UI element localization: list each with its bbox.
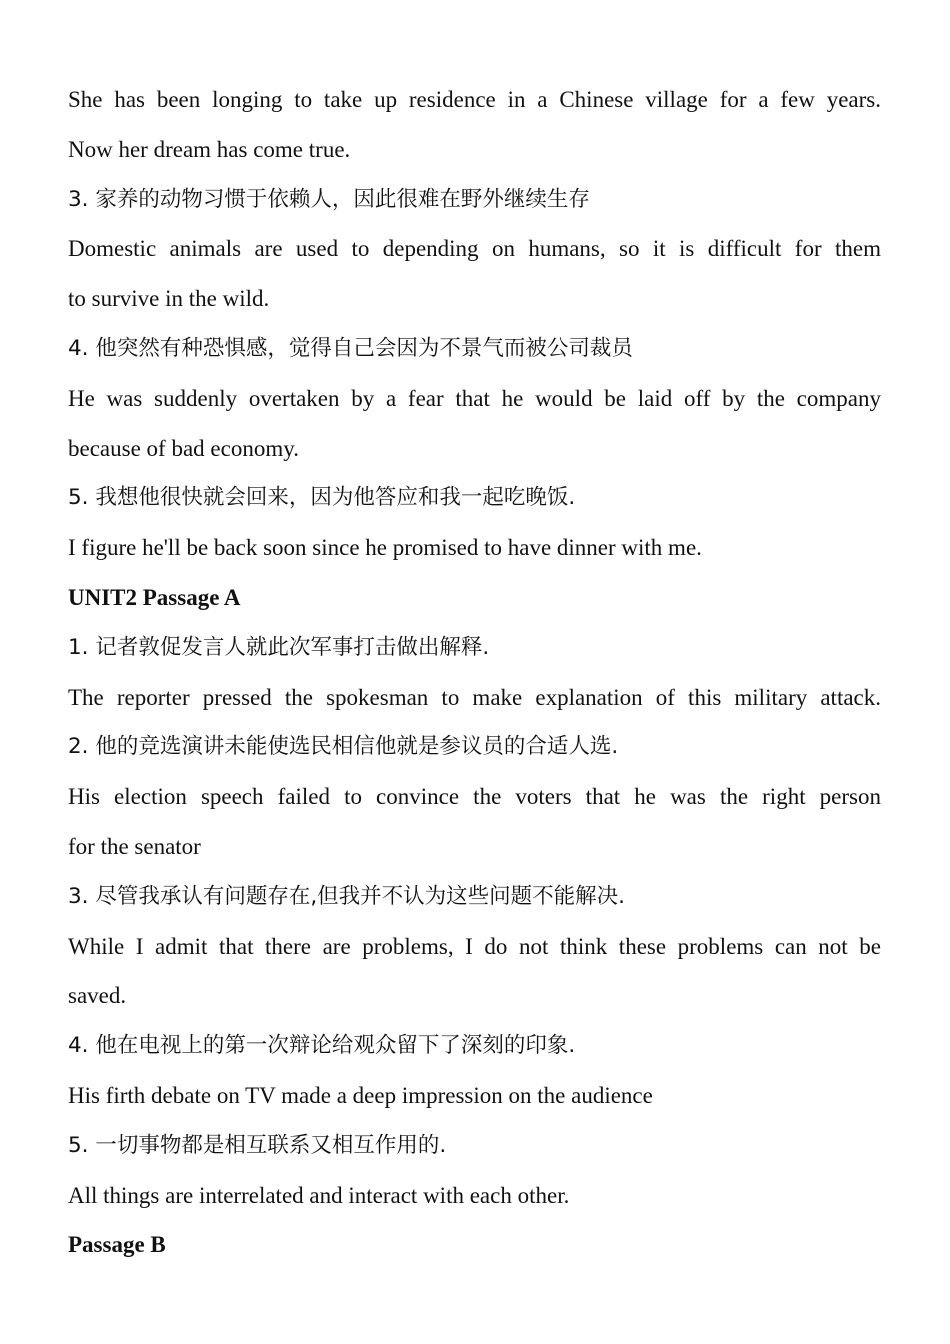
english-translation-line: because of bad economy. [68,435,299,461]
english-translation-line: to survive in the wild. [68,286,270,312]
english-translation-line: His election speech failed to convince the voters that he was the right person [68,784,881,810]
english-translation-line: Domestic animals are used to depending on humans, so it is difficult for them [68,236,881,262]
english-translation-line: He was suddenly overtaken by a fear that he would be laid off by the company [68,385,881,411]
english-translation-line: for the senator [68,833,201,859]
chinese-sentence: 4. 他突然有种恐惧感，觉得自己会因为不景气而被公司裁员 [68,335,633,361]
english-translation-line: All things are interrelated and interact with each other. [68,1182,570,1208]
chinese-sentence: 1. 记者敦促发言人就此次军事打击做出解释. [68,634,490,660]
chinese-sentence: 3. 尽管我承认有问题存在,但我并不认为这些问题不能解决. [68,883,626,909]
section-heading: UNIT2 Passage A [68,584,241,610]
chinese-sentence: 2. 他的竞选演讲未能使选民相信他就是参议员的合适人选. [68,734,619,760]
chinese-sentence: 4. 他在电视上的第一次辩论给观众留下了深刻的印象. [68,1033,576,1059]
english-translation-line: His firth debate on TV made a deep impression on the audience [68,1082,653,1108]
chinese-sentence: 5. 我想他很快就会回来，因为他答应和我一起吃晚饭. [68,485,576,511]
english-translation-line: saved. [68,983,127,1009]
english-translation-line: The reporter pressed the spokesman to make explanation of this military attack. [68,684,881,710]
chinese-sentence: 3. 家养的动物习惯于依赖人，因此很难在野外继续生存 [68,186,590,212]
english-translation-line: She has been longing to take up residence in a Chinese village for a few years. [68,87,881,112]
english-translation-line: Now her dream has come true. [68,136,351,162]
document-page [68,75,881,1270]
english-translation-line: While I admit that there are problems, I do not think these problems can not be [68,933,881,959]
english-translation-line: I figure he'll be back soon since he promised to have dinner with me. [68,535,702,561]
chinese-sentence: 5. 一切事物都是相互联系又相互作用的. [68,1132,447,1158]
section-heading: Passage B [68,1232,166,1258]
